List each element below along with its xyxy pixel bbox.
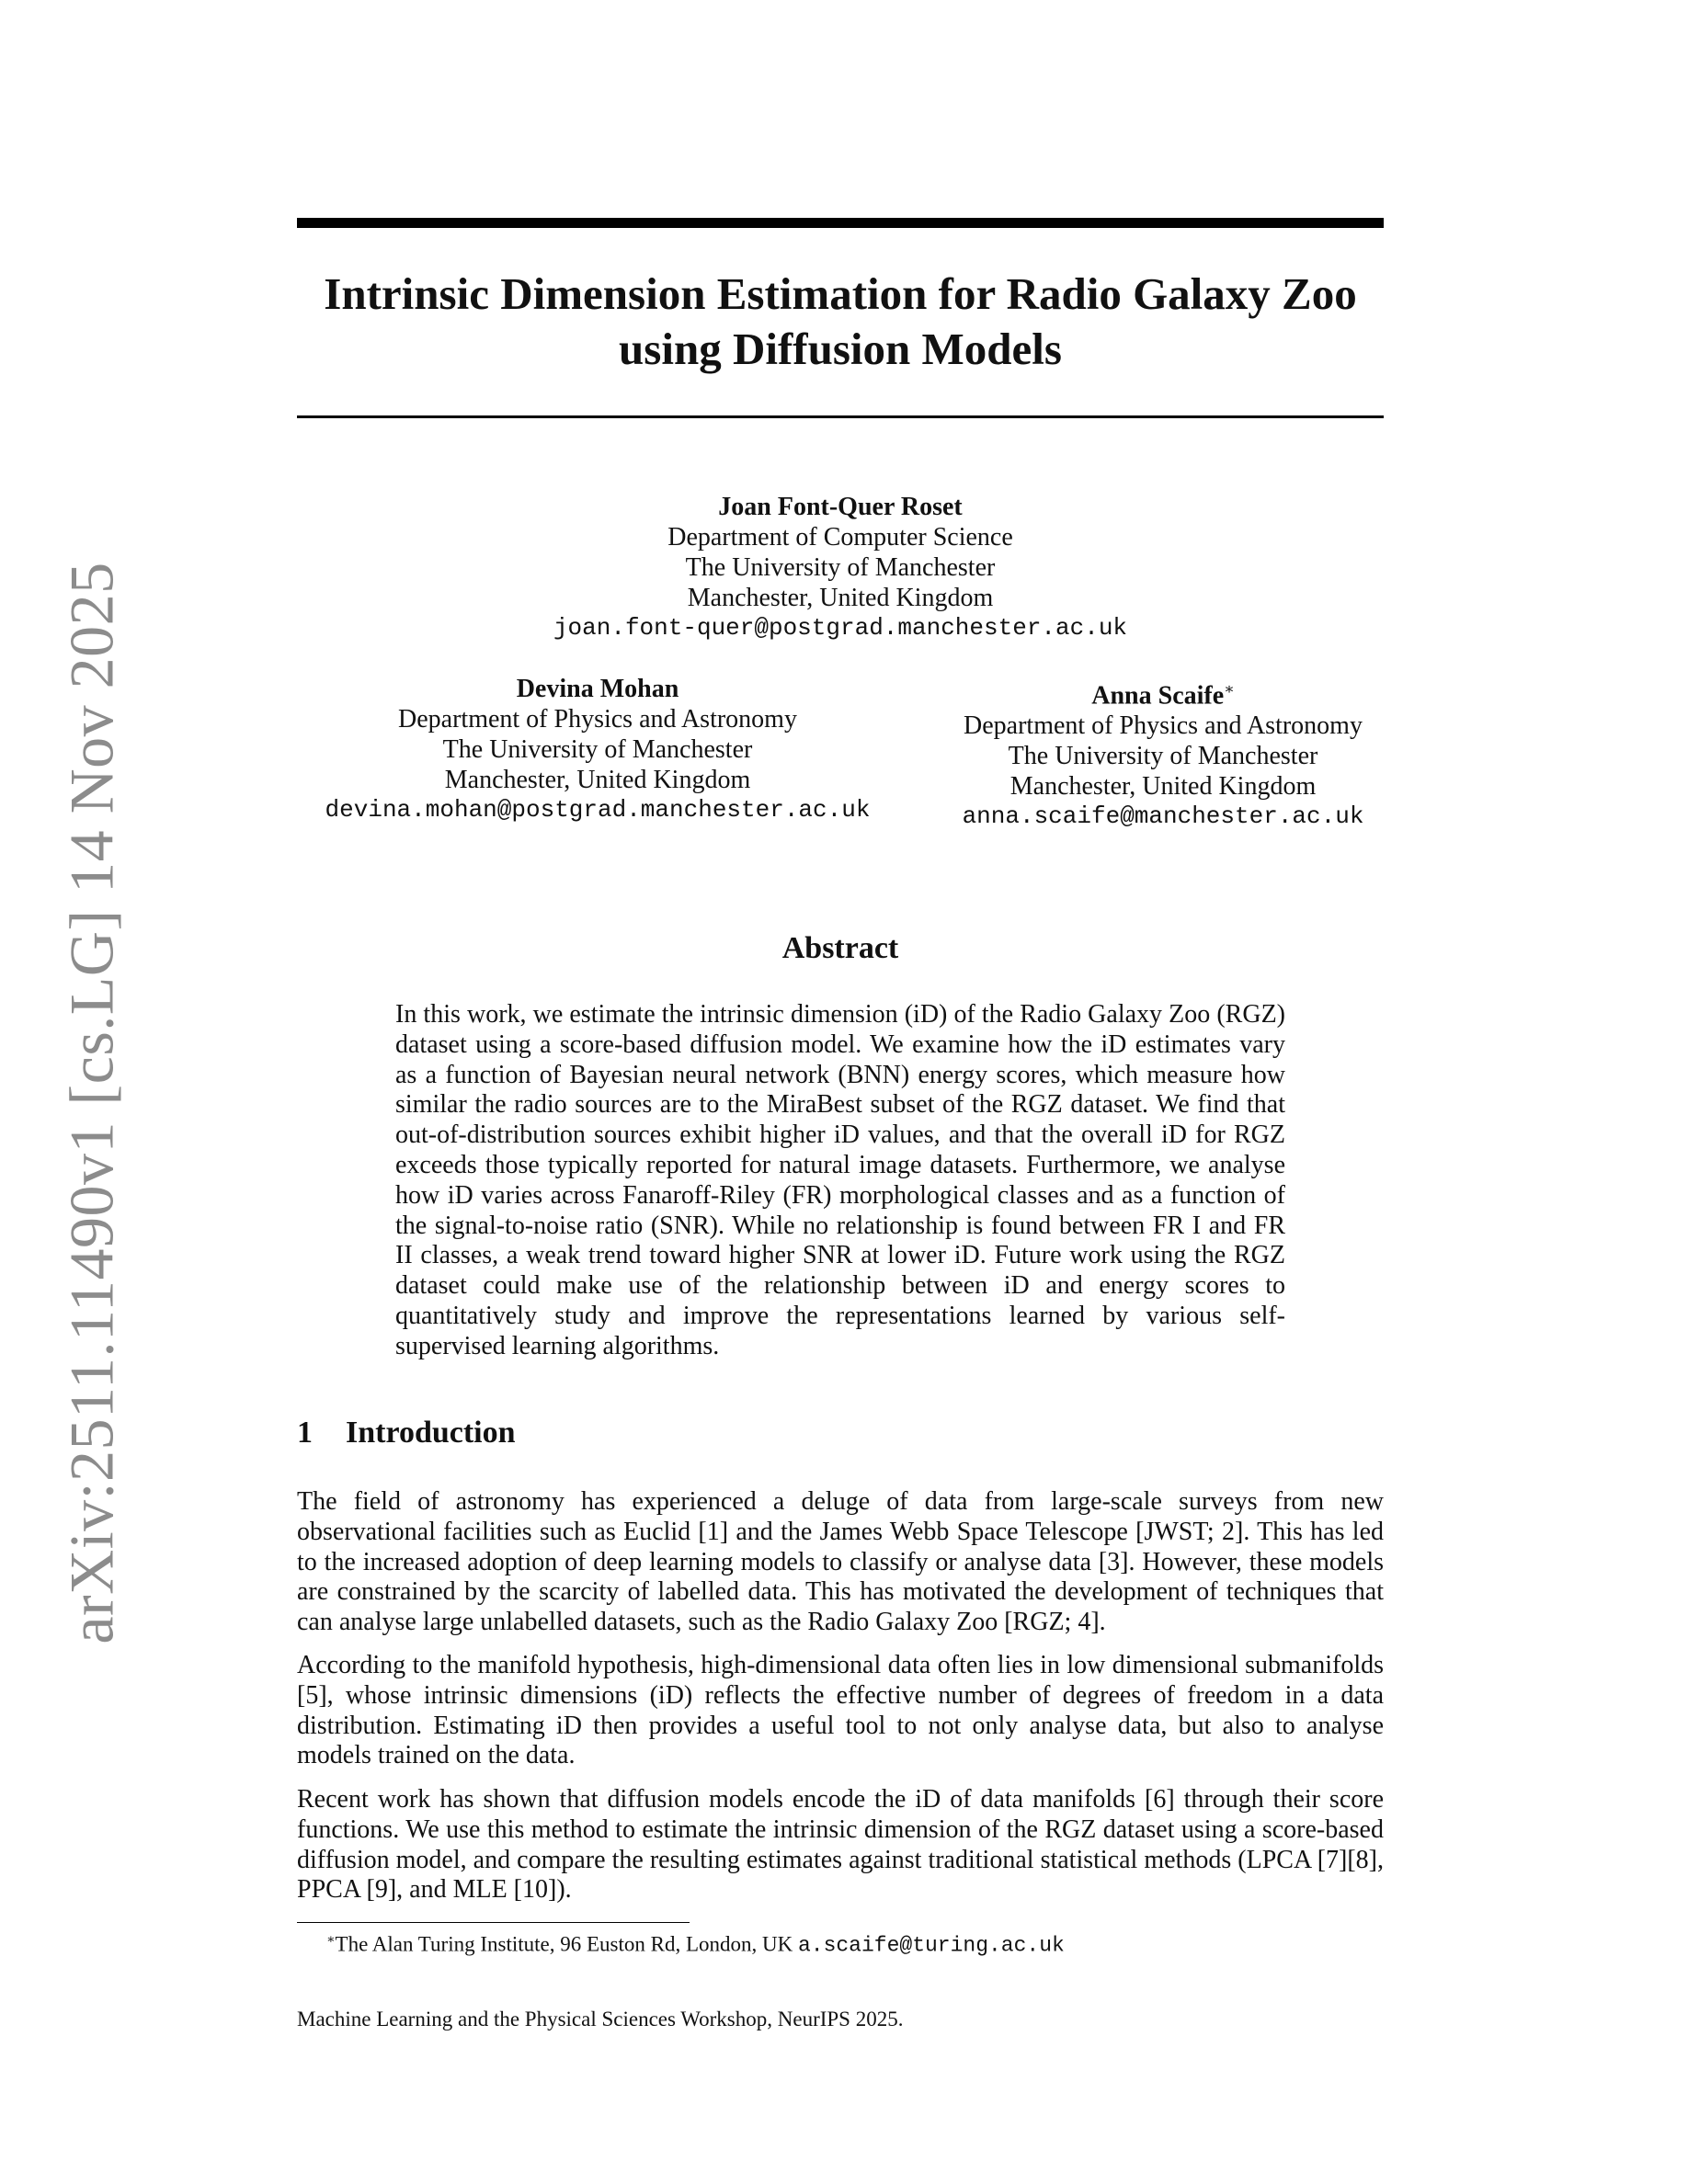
- author-name: Devina Mohan: [516, 675, 679, 703]
- author-name-line: [841, 674, 1485, 711]
- author-name: Joan Font-Quer Roset: [718, 493, 963, 521]
- paper-title: Intrinsic Dimension Estimation for Radio Galaxy Zoo using Diffusion Models: [324, 268, 1357, 374]
- intro-paragraph-2: According to the manifold hypothesis, high-dimensional data often lies in low dimensional submanifolds [5], whose intrinsic dimensions (iD) reflects the effective number of degrees of freedom in a data distribution. Estimating iD then provides a useful tool to not only analyse data, but also to analyse models trained on the data.: [297, 1651, 1384, 1770]
- author-university: The University of Manchester: [442, 735, 753, 764]
- author-name: Anna Scaife: [1091, 681, 1225, 711]
- title-top-rule: [297, 218, 1384, 228]
- author-email[interactable]: joan.font-quer@postgrad.manchester.ac.uk: [553, 614, 1128, 642]
- abstract-text: In this work, we estimate the intrinsic dimension (iD) of the Radio Galaxy Zoo (RGZ) dataset using a score-based diffusion model. We examine how the iD estimates vary as a function of Bayesian neural network (BNN) energy scores, which measure how similar the radio sources are to the MiraBest subset of the RGZ dataset. We find that out-of-distribution sources exhibit higher iD values, and that the overall iD for RGZ exceeds those typically reported for natural image datasets. Furthermore, we analyse how iD varies across Fanaroff-Riley (FR) morphological classes and as a function of the signal-to-noise ratio (SNR). While no relationship is found between FR I and FR II classes, a weak trend toward higher SNR at lower iD. Future work using the RGZ dataset could make use of the relationship between iD and energy scores to quantitatively study and improve the representations learned by various self-supervised learning algorithms.: [395, 1000, 1285, 1360]
- footnote-email[interactable]: a.scaife@turing.ac.uk: [797, 1933, 1065, 1958]
- author-email[interactable]: anna.scaife@manchester.ac.uk: [962, 802, 1364, 831]
- author-location: Manchester, United Kingdom: [1009, 772, 1317, 802]
- intro-paragraph-1: The field of astronomy has experienced a deluge of data from large-scale surveys from new observational facilities such as Euclid [1] and the James Webb Space Telescope [JWST; 2]. This has led to the increased adoption of deep learning models to classify or analyse data [3]. However, these models are constrained by the scarcity of labelled data. This has motivated the development of techniques that can analyse large unlabelled datasets, such as the Radio Galaxy Zoo [RGZ; 4].: [297, 1487, 1384, 1637]
- author-department: Department of Physics and Astronomy: [398, 705, 797, 734]
- venue-note: Machine Learning and the Physical Sciences Workshop, NeurIPS 2025.: [297, 2008, 904, 2030]
- author-email[interactable]: devina.mohan@postgrad.manchester.ac.uk: [325, 796, 871, 824]
- author-department: Department of Physics and Astronomy: [964, 711, 1363, 741]
- affiliation-footnote-mark[interactable]: ∗: [1224, 680, 1235, 698]
- footnote: [326, 1928, 1065, 1959]
- footnote-mark: ∗: [326, 1933, 336, 1947]
- section-heading-introduction: [297, 1416, 516, 1450]
- author-university: The University of Manchester: [1008, 742, 1318, 771]
- author-block-3: [841, 674, 1485, 832]
- abstract-heading: Abstract: [781, 931, 899, 965]
- author-block-2: [276, 674, 919, 825]
- author-university: The University of Manchester: [685, 553, 996, 582]
- arxiv-identifier: arXiv:2511.11490v1 [cs.LG] 14 Nov 2025: [56, 562, 127, 1644]
- title-bottom-rule: [297, 415, 1384, 418]
- author-location: Manchester, United Kingdom: [687, 584, 994, 612]
- author-department: Department of Computer Science: [667, 523, 1013, 552]
- section-title: Introduction: [346, 1416, 516, 1450]
- footnote-rule: [297, 1922, 690, 1923]
- footnote-text: The Alan Turing Institute, 96 Euston Rd, London, UK: [335, 1932, 793, 1956]
- section-number: 1: [297, 1416, 313, 1450]
- author-location: Manchester, United Kingdom: [444, 766, 751, 794]
- intro-paragraph-3: Recent work has shown that diffusion models encode the iD of data manifolds [6] through their score functions. We use this method to estimate the intrinsic dimension of the RGZ dataset using a score-based diffusion model, and compare the resulting estimates against traditional statistical methods (LPCA [7][8], PPCA [9], and MLE [10]).: [297, 1785, 1384, 1905]
- author-block-1: [460, 492, 1221, 643]
